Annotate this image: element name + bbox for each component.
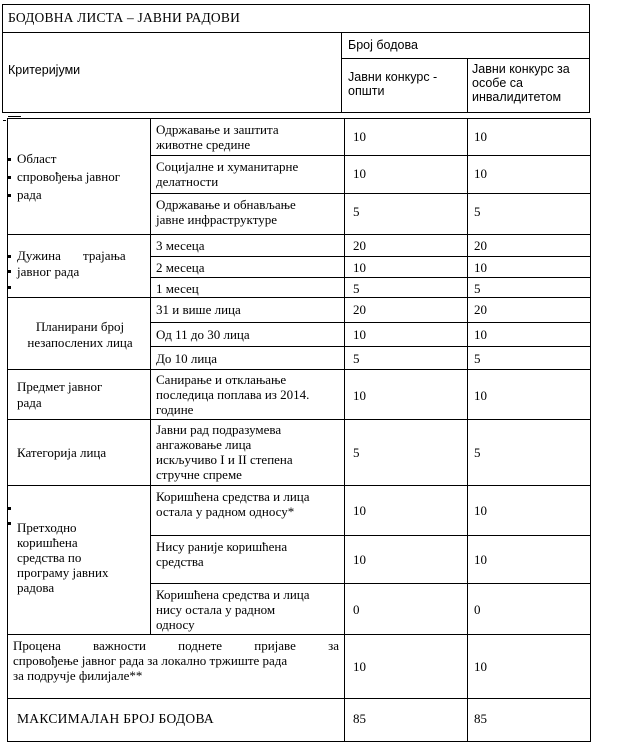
duration-row3-general: 5 — [353, 281, 360, 296]
subject-row-disabled: 10 — [474, 388, 487, 403]
duration-label-line1: Дужина — [17, 248, 61, 263]
bullet-marker — [8, 522, 11, 525]
previous-row1-disabled: 10 — [474, 503, 487, 518]
col-divider-subcriteria — [150, 118, 151, 634]
duration-row3-text: 1 месец — [156, 281, 199, 296]
previous-label-line3: средства по — [17, 550, 82, 565]
subrow-divider — [150, 277, 591, 278]
previous-row2-text-line2: средства — [156, 554, 204, 569]
area-row3-text-line2: јавне инфраструктуре — [156, 212, 277, 227]
assessment-text-line2: спровођење јавног рада за локално тржиште рада — [13, 653, 288, 668]
subject-row-text-line2: последица поплава из 2014. — [156, 387, 310, 402]
subrow-divider — [150, 256, 591, 257]
assessment-general: 10 — [353, 659, 366, 674]
area-label-line1: Област — [17, 151, 57, 166]
points-divider — [341, 58, 590, 59]
area-row1-disabled: 10 — [474, 129, 487, 144]
subrow-divider — [150, 583, 591, 584]
area-label-line2: спровођења јавног — [17, 169, 121, 184]
duration-row2-general: 10 — [353, 260, 366, 275]
previous-row3-text-line2: нису остала у радном — [156, 602, 276, 617]
bullet-marker — [8, 255, 11, 258]
row-divider — [7, 419, 591, 420]
row-divider — [7, 234, 591, 235]
subject-label-line1: Предмет јавног — [17, 379, 103, 394]
area-row2-general: 10 — [353, 166, 366, 181]
max-points-label: МАКСИМАЛАН БРОЈ БОДОВА — [17, 711, 214, 726]
area-row2-disabled: 10 — [474, 166, 487, 181]
planned-label-line2: незапослених лица — [27, 335, 133, 350]
bullet-marker — [8, 176, 11, 179]
separator-mark-small — [3, 120, 6, 121]
assessment-disabled: 10 — [474, 659, 487, 674]
bullet-marker — [8, 270, 11, 273]
previous-label-line5: радова — [17, 580, 55, 595]
subject-row-text-line1: Санирање и отклањање — [156, 372, 287, 387]
planned-row1-disabled: 20 — [474, 302, 487, 317]
duration-row3-disabled: 5 — [474, 281, 481, 296]
bullet-marker — [8, 507, 11, 510]
previous-row1-text-line2: остала у радном односу* — [156, 504, 295, 519]
bullet-marker — [8, 286, 11, 289]
row-divider — [7, 698, 591, 699]
category-row-text-line1: Јавни рад подразумева — [156, 422, 282, 437]
col-general-header-line2: општи — [348, 84, 385, 98]
area-row1-text-line2: животне средине — [156, 137, 251, 152]
planned-row2-text: Од 11 до 30 лица — [156, 327, 250, 342]
duration-row1-text: 3 месеца — [156, 238, 205, 253]
col-divider-general — [344, 118, 345, 742]
previous-row1-text-line1: Коришћена средства и лица — [156, 489, 310, 504]
title-divider — [2, 32, 590, 33]
duration-row1-general: 20 — [353, 238, 366, 253]
subrow-divider — [150, 322, 591, 323]
previous-row1-general: 10 — [353, 503, 366, 518]
area-row3-general: 5 — [353, 204, 360, 219]
area-row3-disabled: 5 — [474, 204, 481, 219]
planned-row2-disabled: 10 — [474, 327, 487, 342]
subrow-divider — [150, 346, 591, 347]
area-row1-text-line1: Одржавање и заштита — [156, 122, 279, 137]
category-row-text-line2: ангажовање лица — [156, 437, 252, 452]
points-header: Број бодова — [348, 38, 418, 52]
planned-row2-general: 10 — [353, 327, 366, 342]
duration-row1-disabled: 20 — [474, 238, 487, 253]
duration-row2-text: 2 месеца — [156, 260, 205, 275]
separator-mark — [8, 116, 21, 117]
category-row-disabled: 5 — [474, 445, 481, 460]
row-divider — [7, 297, 591, 298]
bullet-marker — [8, 158, 11, 161]
category-row-text-line4: стручне спреме — [156, 467, 242, 482]
planned-row1-text: 31 и више лица — [156, 302, 241, 317]
col-general-header-line1: Јавни конкурс - — [348, 70, 438, 84]
area-row2-text-line1: Социјалне и хуманитарне — [156, 159, 299, 174]
row-divider — [7, 634, 591, 635]
previous-row2-general: 10 — [353, 552, 366, 567]
planned-row3-disabled: 5 — [474, 351, 481, 366]
subject-label-line2: рада — [17, 395, 42, 410]
category-row-text-line3: искључиво I и II степена — [156, 452, 293, 467]
previous-row3-text-line3: односу — [156, 617, 195, 632]
subject-row-text-line3: године — [156, 402, 194, 417]
page-title: БОДОВНА ЛИСТА – ЈАВНИ РАДОВИ — [8, 10, 241, 25]
area-row3-text-line1: Одржавање и обнављање — [156, 197, 296, 212]
previous-row3-text-line1: Коришћена средства и лица — [156, 587, 310, 602]
row-divider — [7, 485, 591, 486]
row-divider — [7, 369, 591, 370]
previous-row2-text-line1: Нису раније коришћена — [156, 539, 288, 554]
area-label-line3: рада — [17, 187, 42, 202]
previous-label-line4: програму јавних — [17, 565, 109, 580]
duration-label-line2: трајања — [83, 248, 126, 263]
previous-label-line2: коришћена — [17, 535, 78, 550]
bullet-marker — [8, 194, 11, 197]
criteria-header: Критеријуми — [8, 63, 81, 77]
assessment-text-line3: за подручје филијале** — [13, 668, 143, 683]
col-disabled-header-line2: особе са — [472, 76, 523, 90]
previous-row2-disabled: 10 — [474, 552, 487, 567]
subrow-divider — [150, 535, 591, 536]
duration-row2-disabled: 10 — [474, 260, 487, 275]
category-label: Категорија лица — [17, 445, 107, 460]
col-disabled-header-line1: Јавни конкурс за — [472, 62, 570, 76]
col-disabled-header-line3: инвалидитетом — [472, 90, 562, 104]
planned-row3-text: До 10 лица — [156, 351, 218, 366]
header-vertical-divider — [341, 32, 342, 113]
planned-label-line1: Планирани број — [35, 319, 125, 334]
area-row2-text-line2: делатности — [156, 174, 219, 189]
subrow-divider — [150, 155, 591, 156]
previous-label-line1: Претходно — [17, 520, 77, 535]
subject-row-general: 10 — [353, 388, 366, 403]
planned-row1-general: 20 — [353, 302, 366, 317]
planned-row3-general: 5 — [353, 351, 360, 366]
previous-row3-general: 0 — [353, 602, 360, 617]
previous-row3-disabled: 0 — [474, 602, 481, 617]
assessment-text-line1: Процена важности поднете пријаве за — [13, 638, 339, 653]
subrow-divider — [150, 193, 591, 194]
points-columns-divider — [467, 58, 468, 113]
duration-label-line3: јавног рада — [17, 264, 80, 279]
max-points-general: 85 — [353, 711, 366, 726]
area-row1-general: 10 — [353, 129, 366, 144]
col-divider-disabled — [467, 118, 468, 742]
max-points-disabled: 85 — [474, 711, 487, 726]
category-row-general: 5 — [353, 445, 360, 460]
